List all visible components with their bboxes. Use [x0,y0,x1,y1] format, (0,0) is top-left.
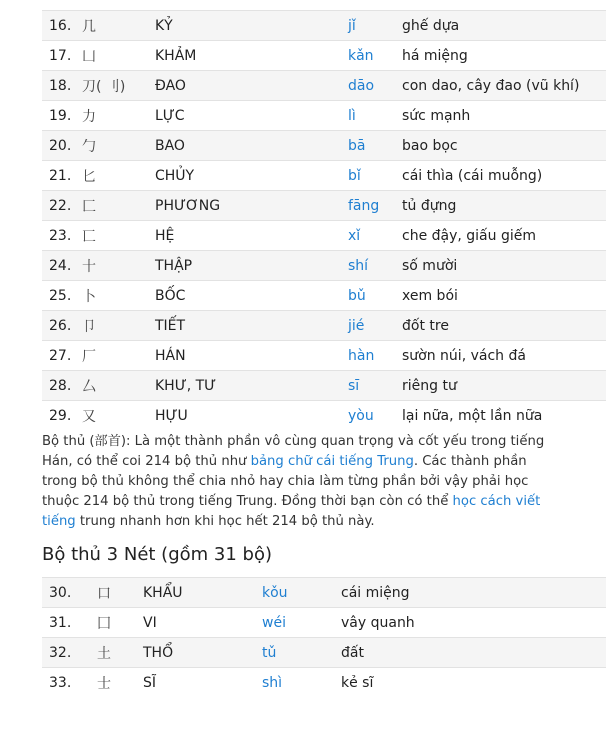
note-text-2: . Các thành phần trong bộ thủ không thể chia nhỏ hay chia làm từng phần bởi vậy phải học thuộc 214 bộ thủ trong tiếng Trung. Đồng thời bạn còn có thể [42,454,529,509]
radical-meaning: riêng tư [402,371,606,401]
radical-glyph: 卜 [82,281,155,311]
table-row [42,101,606,131]
radical-glyph: 厶 [82,371,155,401]
radical-name: PHƯƠNG [155,191,348,221]
row-number: 24. [42,251,82,281]
radical-glyph: 又 [82,401,155,431]
radical-glyph: 卩 [82,311,155,341]
radical-name: KHẨU [143,578,262,608]
radical-name: SĨ [143,668,262,698]
radical-pinyin: jié [348,311,402,341]
row-number: 28. [42,371,82,401]
radical-name: HỰU [155,401,348,431]
radical-pinyin: bǐ [348,161,402,191]
radical-name: BỐC [155,281,348,311]
radical-name: HÁN [155,341,348,371]
radical-pinyin: sī [348,371,402,401]
radical-meaning: tủ đựng [402,191,606,221]
radical-glyph: 力 [82,101,155,131]
radical-meaning: há miệng [402,41,606,71]
radical-name: ĐAO [155,71,348,101]
row-number: 18. [42,71,82,101]
radical-pinyin: bǔ [348,281,402,311]
note-text-1: Bộ thủ (部首): Là một thành phần vô cùng quan trọng và cốt yếu trong tiếng Hán, có thể coi 214 bộ thủ như [42,434,545,469]
radical-pinyin: lì [348,101,402,131]
row-number: 31. [42,608,97,638]
radical-glyph: 囗 [97,608,143,638]
radical-pinyin: shí [348,251,402,281]
radical-name: KHƯ, TƯ [155,371,348,401]
radical-glyph: 厂 [82,341,155,371]
radical-pinyin: wéi [262,608,341,638]
radical-pinyin: shì [262,668,341,698]
radical-meaning: con dao, cây đao (vũ khí) [402,71,606,101]
row-number: 17. [42,41,82,71]
table-row [42,281,606,311]
table-row [42,71,606,101]
radical-meaning: sườn núi, vách đá [402,341,606,371]
alphabet-link[interactable]: bảng chữ cái tiếng Trung [250,454,414,469]
radical-pinyin: xǐ [348,221,402,251]
radical-glyph: 凵 [82,41,155,71]
writing-link[interactable]: học cách viết tiếng [42,494,541,529]
radical-pinyin: bā [348,131,402,161]
radical-glyph: 几 [82,11,155,41]
row-number: 16. [42,11,82,41]
radical-name: KỶ [155,11,348,41]
row-number: 23. [42,221,82,251]
section-heading: Bộ thủ 3 Nét (gồm 31 bộ) [42,544,272,565]
table-row [42,401,606,431]
table-row [42,608,606,638]
row-number: 22. [42,191,82,221]
radical-meaning: sức mạnh [402,101,606,131]
table-row [42,221,606,251]
radical-meaning: che đậy, giấu giếm [402,221,606,251]
radical-name: THỔ [143,638,262,668]
row-number: 19. [42,101,82,131]
radical-meaning: xem bói [402,281,606,311]
radical-name: VI [143,608,262,638]
radical-pinyin: kǒu [262,578,341,608]
radical-meaning: lại nữa, một lần nữa [402,401,606,431]
radical-name: HỆ [155,221,348,251]
radical-name: BAO [155,131,348,161]
radical-name: LỰC [155,101,348,131]
row-number: 33. [42,668,97,698]
table-row [42,311,606,341]
radical-pinyin: kǎn [348,41,402,71]
radical-pinyin: jǐ [348,11,402,41]
table-row [42,161,606,191]
row-number: 26. [42,311,82,341]
table-row [42,371,606,401]
radical-meaning: kẻ sĩ [341,668,606,698]
table-row [42,131,606,161]
radical-glyph: 士 [97,668,143,698]
row-number: 29. [42,401,82,431]
radical-meaning: vây quanh [341,608,606,638]
radical-meaning: ghế dựa [402,11,606,41]
radical-name: CHỦY [155,161,348,191]
radical-meaning: đốt tre [402,311,606,341]
radicals-table-2-strokes [42,10,606,430]
row-number: 21. [42,161,82,191]
radical-glyph: 刀( 刂) [82,71,155,101]
radical-glyph: 十 [82,251,155,281]
radical-glyph: 口 [97,578,143,608]
radical-meaning: đất [341,638,606,668]
radical-glyph: 匚 [82,191,155,221]
radicals-table-3-strokes [42,577,606,697]
table-row [42,41,606,71]
radical-name: KHẢM [155,41,348,71]
radical-pinyin: fāng [348,191,402,221]
radical-glyph: 匕 [82,161,155,191]
table-row [42,341,606,371]
table-row [42,11,606,41]
radical-pinyin: hàn [348,341,402,371]
row-number: 25. [42,281,82,311]
row-number: 20. [42,131,82,161]
radical-meaning: bao bọc [402,131,606,161]
radical-glyph: 勹 [82,131,155,161]
note-text-3: trung nhanh hơn khi học hết 214 bộ thủ này. [75,514,375,529]
radical-name: THẬP [155,251,348,281]
radical-name: TIẾT [155,311,348,341]
radical-glyph: 土 [97,638,143,668]
table-row [42,638,606,668]
radical-meaning: số mười [402,251,606,281]
radical-meaning: cái miệng [341,578,606,608]
table-row [42,251,606,281]
radical-pinyin: yòu [348,401,402,431]
radical-meaning: cái thìa (cái muỗng) [402,161,606,191]
radical-pinyin: dāo [348,71,402,101]
table-row [42,191,606,221]
radicals-note [42,432,562,532]
table-row [42,668,606,698]
radical-pinyin: tǔ [262,638,341,668]
row-number: 27. [42,341,82,371]
radical-glyph: 匸 [82,221,155,251]
table-row [42,578,606,608]
row-number: 32. [42,638,97,668]
row-number: 30. [42,578,97,608]
